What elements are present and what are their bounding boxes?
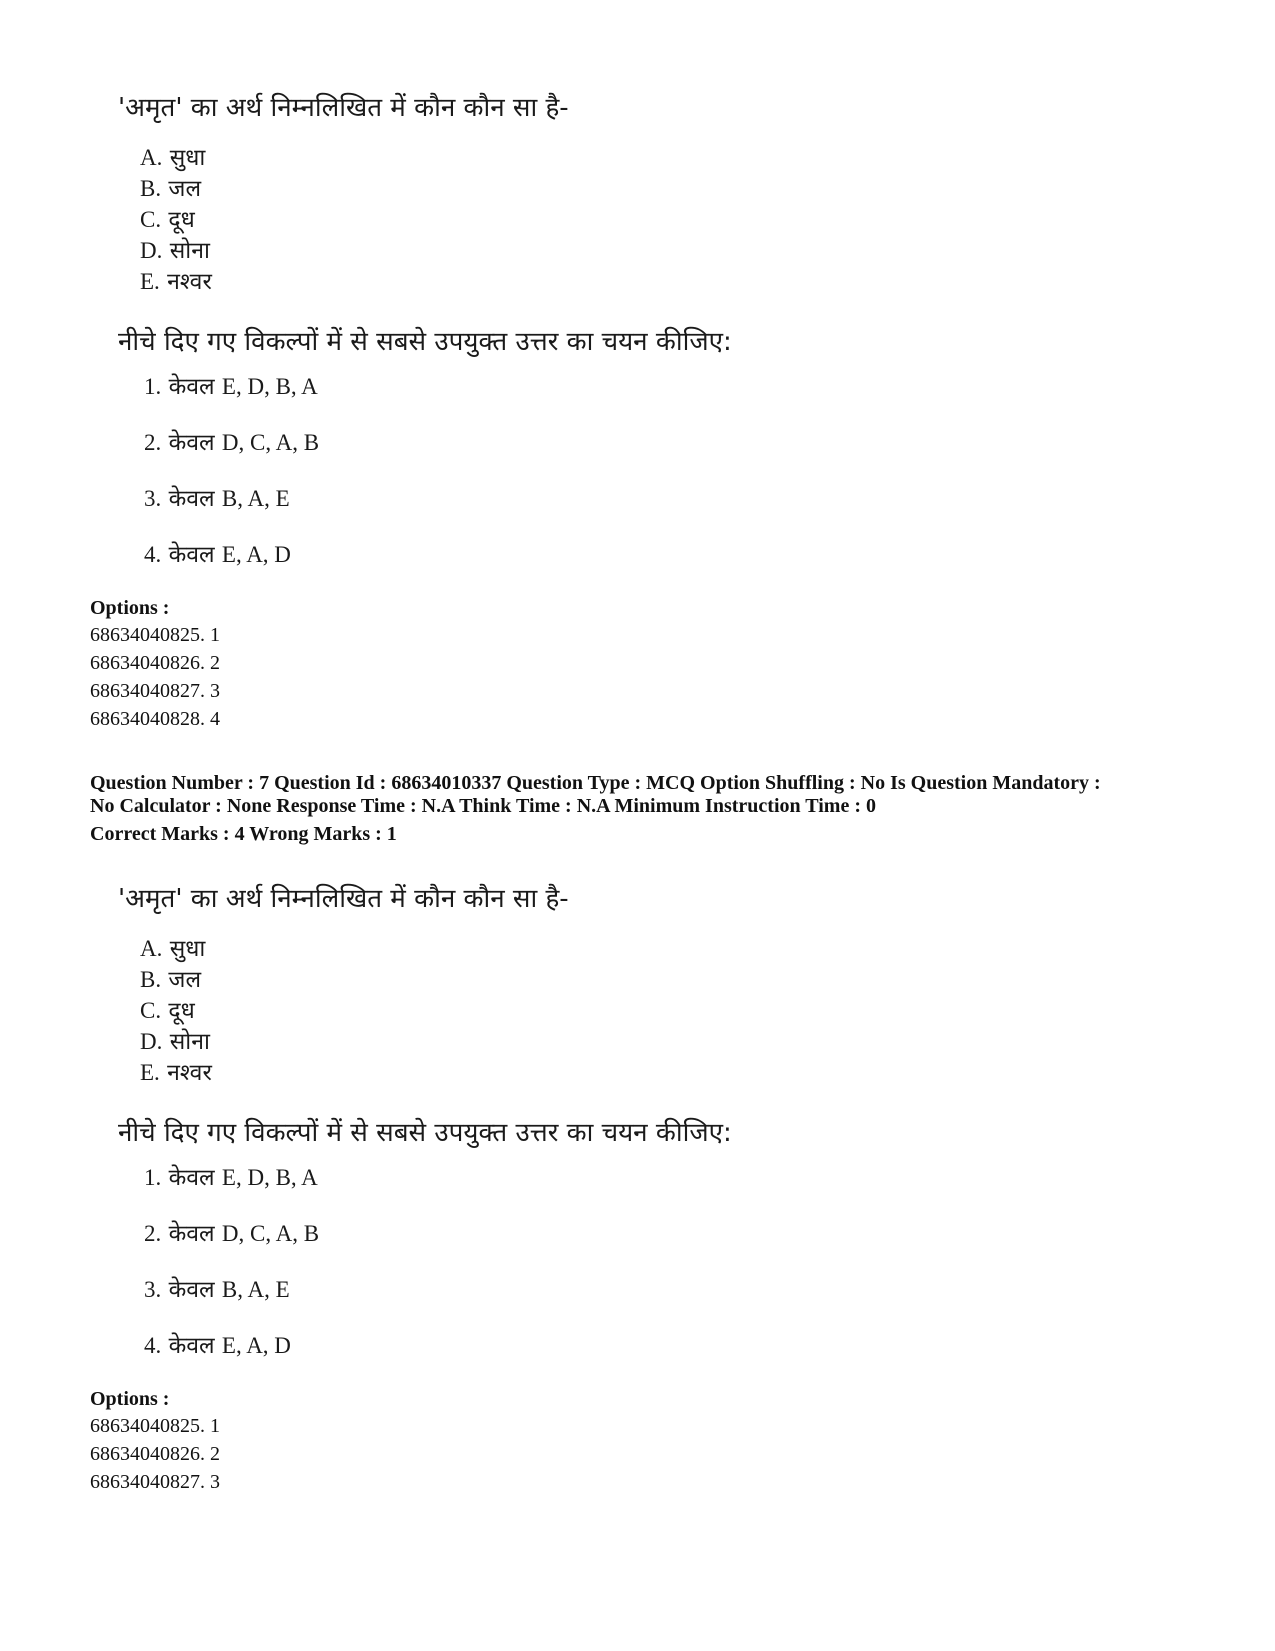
statement-item: E. नश्वर (140, 1060, 212, 1086)
option-id-line: 68634040826. 2 (90, 652, 220, 674)
statement-item: D. सोना (140, 1029, 210, 1055)
question-metadata-line: Question Number : 7 Question Id : 68634010337 Question Type : MCQ Option Shuffling : No Is Question Mandatory : (90, 772, 1101, 794)
answer-choice: 1. केवल E, D, B, A (144, 1165, 318, 1191)
statement-item: E. नश्वर (140, 269, 212, 295)
statement-item: C. दूध (140, 998, 195, 1024)
question-instruction: नीचे दिए गए विकल्पों में से सबसे उपयुक्त उत्तर का चयन कीजिए: (118, 327, 732, 357)
options-list (90, 1416, 220, 1500)
answer-choice: 4. केवल E, A, D (144, 542, 291, 568)
options-heading: Options : (90, 1388, 170, 1410)
option-id-line: 68634040826. 2 (90, 1443, 220, 1465)
option-id-line: 68634040827. 3 (90, 1471, 220, 1493)
statement-item: A. सुधा (140, 936, 206, 962)
question-instruction: नीचे दिए गए विकल्पों में से सबसे उपयुक्त उत्तर का चयन कीजिए: (118, 1118, 732, 1148)
option-id-line: 68634040828. 4 (90, 708, 220, 730)
option-id-line: 68634040827. 3 (90, 680, 220, 702)
statement-item: C. दूध (140, 207, 195, 233)
answer-choice: 3. केवल B, A, E (144, 486, 290, 512)
option-id-line: 68634040825. 1 (90, 624, 220, 646)
answer-choice: 2. केवल D, C, A, B (144, 430, 320, 456)
answer-choice: 3. केवल B, A, E (144, 1277, 290, 1303)
statement-item: B. जल (140, 967, 202, 993)
statement-item: D. सोना (140, 238, 210, 264)
answer-choice: 1. केवल E, D, B, A (144, 374, 318, 400)
question-marks: Correct Marks : 4 Wrong Marks : 1 (90, 823, 397, 845)
answer-choice-list (144, 372, 319, 596)
question-stem: 'अमृत' का अर्थ निम्नलिखित में कौन कौन सा है- (118, 93, 569, 123)
answer-choice-list (144, 1163, 319, 1387)
option-id-line: 68634040825. 1 (90, 1415, 220, 1437)
statement-item: B. जल (140, 176, 202, 202)
question-stem: 'अमृत' का अर्थ निम्नलिखित में कौन कौन सा है- (118, 884, 569, 914)
options-heading: Options : (90, 597, 170, 619)
answer-choice: 4. केवल E, A, D (144, 1333, 291, 1359)
statement-list (140, 142, 212, 297)
statement-item: A. सुधा (140, 145, 206, 171)
answer-choice: 2. केवल D, C, A, B (144, 1221, 320, 1247)
options-list (90, 625, 220, 737)
statement-list (140, 933, 212, 1088)
question-metadata-line: No Calculator : None Response Time : N.A Think Time : N.A Minimum Instruction Time : 0 (90, 795, 876, 817)
question-metadata (90, 772, 1190, 818)
